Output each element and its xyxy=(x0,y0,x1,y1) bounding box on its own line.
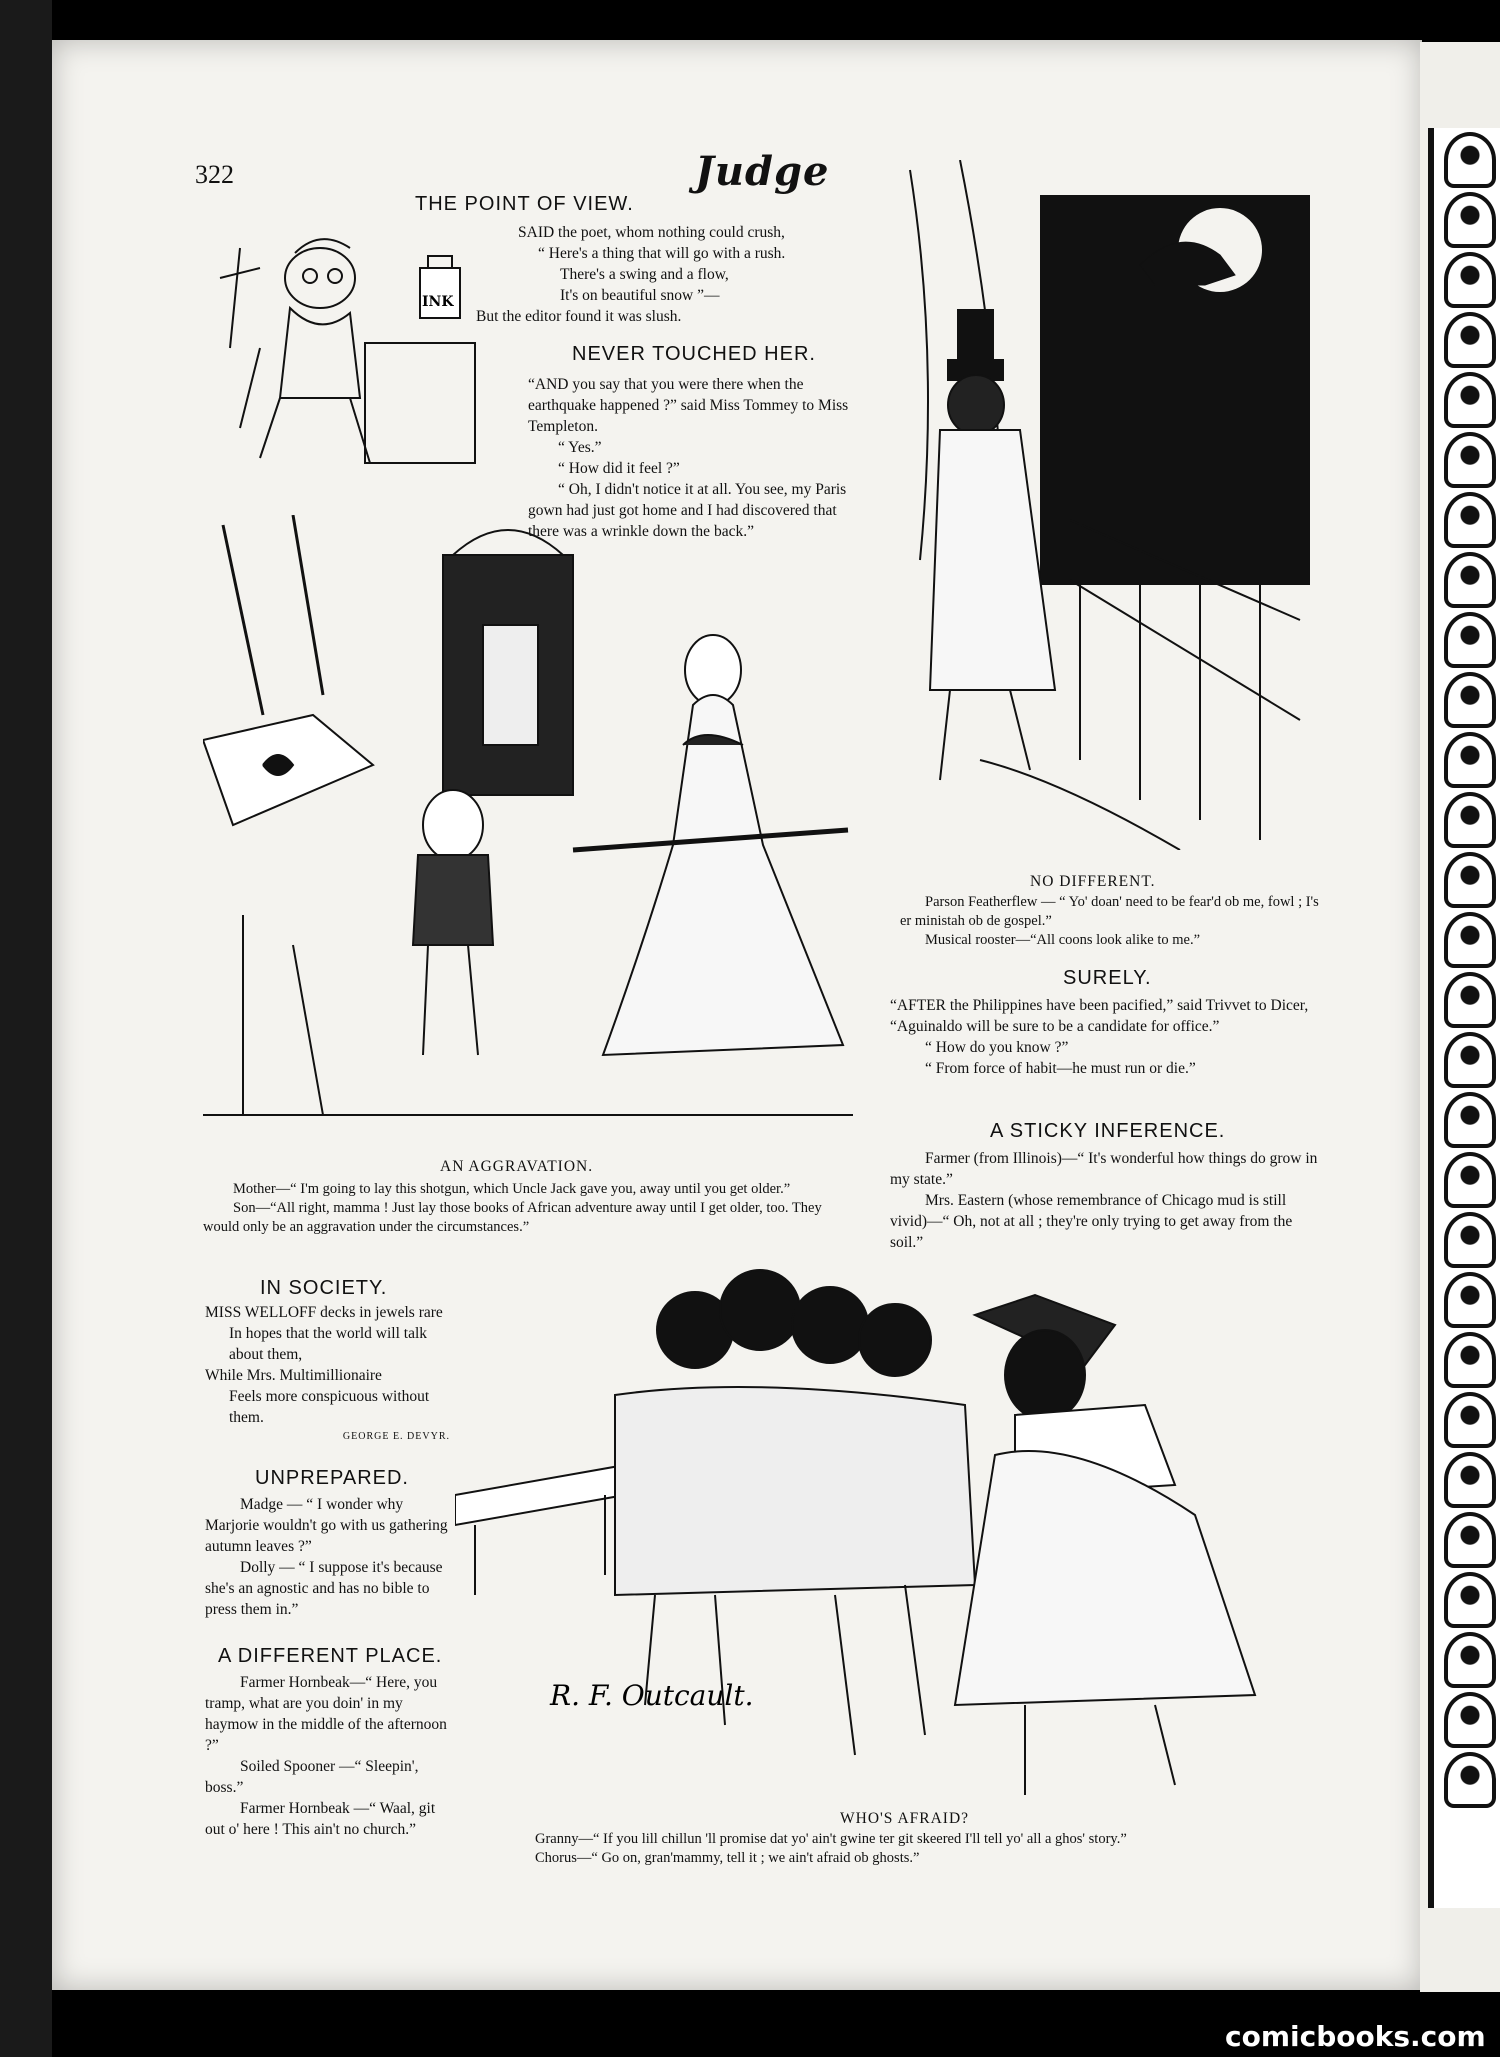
paragraph: Dolly — “ I suppose it's because she's an agnostic and has no bible to press them in.” xyxy=(205,1559,443,1618)
poem-line: It's on beautiful snow ”— xyxy=(560,287,720,304)
ornament-icon xyxy=(1444,372,1496,428)
dialogue-line: Parson Featherflew — “ Yo' doan' need to be fear'd ob me, fowl ; I's er ministah ob de gospel.” xyxy=(900,894,1319,929)
caption-title-afraid: WHO'S AFRAID? xyxy=(840,1810,970,1827)
sticky-text xyxy=(890,1148,1320,1253)
ornament-icon xyxy=(1444,1452,1496,1508)
ornament-icon xyxy=(1444,552,1496,608)
poem-line: “ Here's a thing that will go with a rush. xyxy=(538,245,786,262)
dialogue-line: Chorus—“ Go on, gran'mammy, tell it ; we ain't afraid ob ghosts.” xyxy=(535,1850,920,1866)
artist-signature: R. F. Outcault. xyxy=(550,1679,754,1712)
whos-afraid-illustration xyxy=(455,1255,1325,1805)
ornament-icon xyxy=(1444,852,1496,908)
poem-line: In hopes that the world will talk about them, xyxy=(229,1325,428,1363)
paragraph: Farmer Hornbeak —“ Waal, git out o' here ! This ain't no church.” xyxy=(205,1800,436,1838)
paragraph: Farmer Hornbeak—“ Here, you tramp, what are you doin' in my haymow in the middle of the afternoon ?” xyxy=(205,1674,447,1754)
ornament-icon xyxy=(1444,912,1496,968)
dialogue-line: Musical rooster—“All coons look alike to me.” xyxy=(925,932,1201,948)
author-credit: GEORGE E. DEVYR. xyxy=(342,1431,450,1442)
ornament-icon xyxy=(1444,132,1496,188)
unprepared-text xyxy=(205,1494,450,1620)
ornament-icon xyxy=(1444,312,1496,368)
paragraph: “ How do you know ?” xyxy=(925,1039,1069,1056)
poem-line: MISS WELLOFF decks in jewels rare xyxy=(205,1304,443,1321)
section-title-different-place: A DIFFERENT PLACE. xyxy=(218,1645,443,1667)
paragraph: “AND you say that you were there when the earthquake happened ?” said Miss Tommey to Miss Templeton. xyxy=(528,376,849,435)
poem-line: While Mrs. Multimillionaire xyxy=(205,1367,382,1384)
ornament-icon xyxy=(1444,1272,1496,1328)
society-poem xyxy=(205,1302,450,1447)
dialogue-line: Granny—“ If you lill chillun 'll promise dat yo' ain't gwine ter git skeered I'll tell yo' all a ghos' story.” xyxy=(535,1831,1127,1847)
ornament-icon xyxy=(1444,1392,1496,1448)
ornament-icon xyxy=(1444,792,1496,848)
ornament-icon xyxy=(1444,1332,1496,1388)
ornament-icon xyxy=(1444,1752,1496,1808)
ornament-icon xyxy=(1444,192,1496,248)
dialogue-line: Son—“All right, mamma ! Just lay those books of African adventure away until I get older, too. They would only be an aggravation under the circumstances.” xyxy=(203,1200,822,1235)
afraid-caption xyxy=(535,1830,1315,1868)
ornament-icon xyxy=(1444,1632,1496,1688)
aggravation-illustration xyxy=(203,515,853,1155)
paragraph: “ From force of habit—he must run or die.” xyxy=(925,1060,1196,1077)
paragraph: “ Oh, I didn't notice it at all. You see, my Paris gown had just got home and I had discovered that there was a wrinkle down the back.” xyxy=(528,481,847,540)
paragraph: “ How did it feel ?” xyxy=(558,460,680,477)
ornament-icon xyxy=(1444,672,1496,728)
aggravation-caption xyxy=(203,1180,843,1237)
different-place-text xyxy=(205,1672,450,1840)
paragraph: “AFTER the Philippines have been pacified,” said Trivvet to Dicer, “Aguinaldo will be sure to be a candidate for office.” xyxy=(890,997,1309,1035)
ornament-icon xyxy=(1444,612,1496,668)
poem-line: But the editor found it was slush. xyxy=(476,308,682,325)
paragraph: Soiled Spooner —“ Sleepin', boss.” xyxy=(205,1758,419,1796)
ornament-icon xyxy=(1444,1212,1496,1268)
surely-text xyxy=(890,995,1320,1079)
ornament-icon xyxy=(1444,252,1496,308)
ornament-icon xyxy=(1444,1572,1496,1628)
section-title-never-touched: NEVER TOUCHED HER. xyxy=(572,343,816,365)
ornament-icon xyxy=(1444,1512,1496,1568)
ornament-icon xyxy=(1444,1092,1496,1148)
paragraph: Farmer (from Illinois)—“ It's wonderful how things do grow in my state.” xyxy=(890,1150,1318,1188)
poem-line: There's a swing and a flow, xyxy=(560,266,729,283)
paragraph: Madge — “ I wonder why Marjorie wouldn't go with us gathering autumn leaves ?” xyxy=(205,1496,448,1555)
poem-line: Feels more conspicuous without them. xyxy=(229,1388,430,1426)
page-number: 322 xyxy=(195,160,234,189)
ornamental-border xyxy=(1428,128,1500,1908)
paragraph: Mrs. Eastern (whose remembrance of Chicago mud is still vivid)—“ Oh, not at all ; they're only trying to get away from the soil.” xyxy=(890,1192,1293,1251)
no-different-caption xyxy=(900,893,1320,950)
ornament-icon xyxy=(1444,432,1496,488)
section-title-point-of-view: THE POINT OF VIEW. xyxy=(415,193,634,215)
section-title-unprepared: UNPREPARED. xyxy=(255,1467,409,1489)
poem-line: SAID the poet, whom nothing could crush, xyxy=(518,224,785,241)
ornament-icon xyxy=(1444,1692,1496,1748)
ornament-icon xyxy=(1444,1152,1496,1208)
section-title-society: IN SOCIETY. xyxy=(260,1277,388,1299)
paragraph: “ Yes.” xyxy=(558,439,602,456)
point-of-view-poem xyxy=(476,222,858,327)
no-different-illustration xyxy=(880,160,1310,850)
ink-label: INK xyxy=(422,294,454,310)
site-watermark: comicbooks.com xyxy=(1225,2020,1486,2053)
ornament-icon xyxy=(1444,972,1496,1028)
masthead-logo: Judge xyxy=(695,148,830,195)
ornament-icon xyxy=(1444,492,1496,548)
section-title-surely: SURELY. xyxy=(1063,967,1152,989)
dialogue-line: Mother—“ I'm going to lay this shotgun, which Uncle Jack gave you, away until you get older.” xyxy=(233,1181,791,1197)
book-spine xyxy=(0,0,52,2057)
caption-title-aggravation: AN AGGRAVATION. xyxy=(440,1158,594,1175)
section-title-sticky: A STICKY INFERENCE. xyxy=(990,1120,1226,1142)
poet-illustration xyxy=(200,228,515,473)
caption-title-no-different: NO DIFFERENT. xyxy=(1030,873,1156,890)
ornament-icon xyxy=(1444,1032,1496,1088)
ornament-icon xyxy=(1444,732,1496,788)
